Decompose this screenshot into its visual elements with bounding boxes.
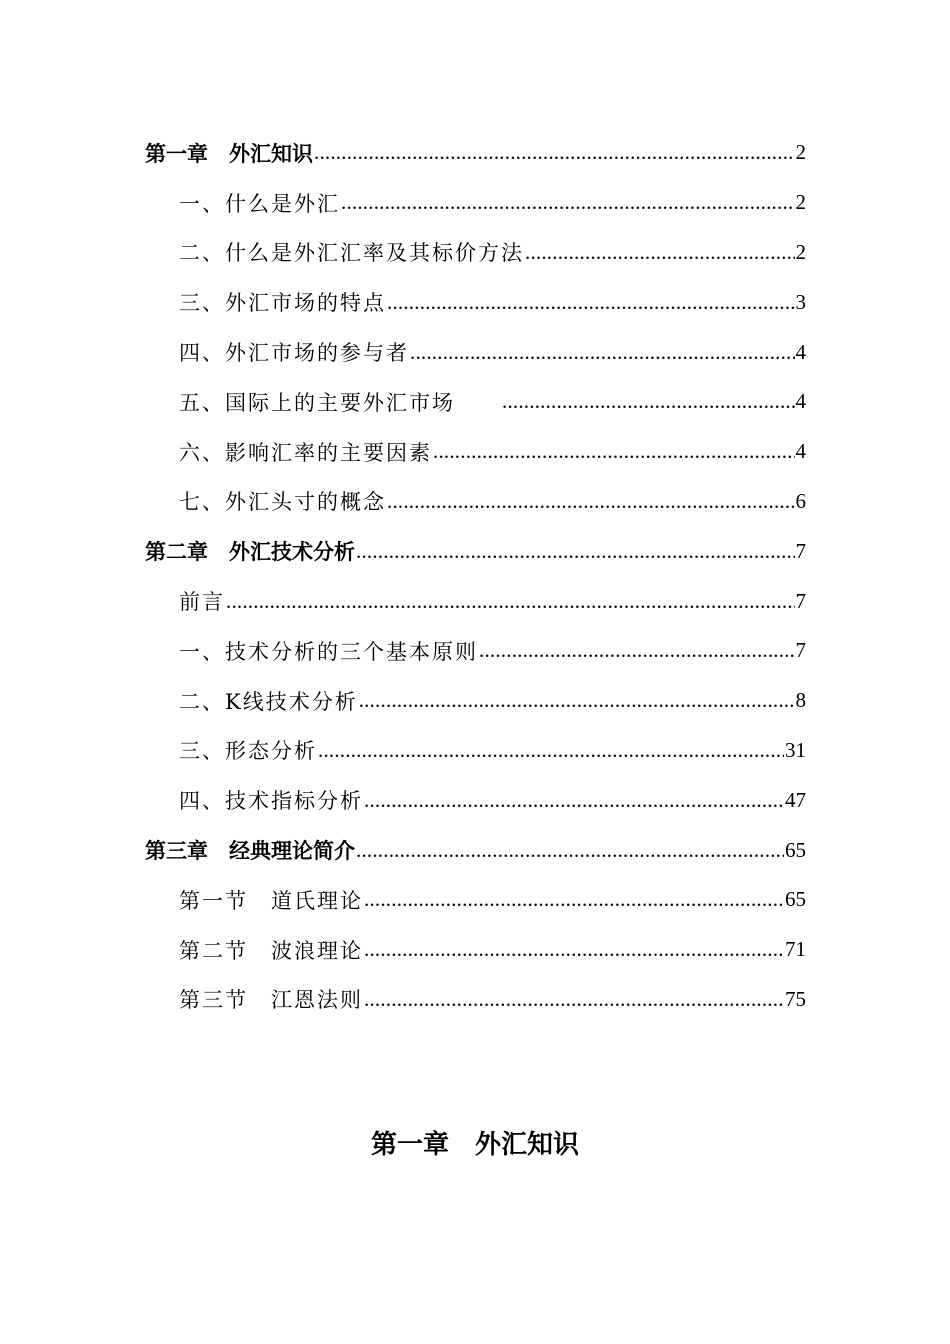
toc-entry-label: 前言 [179, 590, 225, 615]
toc-leader-dots [318, 738, 784, 763]
toc-entry[interactable] [145, 925, 806, 975]
toc-entry[interactable] [145, 477, 806, 527]
toc-entry-page: 4 [795, 339, 806, 364]
toc-entry-label: 第一节 道氏理论 [179, 888, 363, 913]
toc-entry-label: 第二章 外汇技术分析 [145, 539, 355, 565]
toc-leader-dots [525, 240, 795, 265]
toc-entry[interactable] [145, 975, 806, 1025]
toc-entry-label: 第三节 江恩法则 [179, 988, 363, 1013]
table-of-contents [145, 128, 806, 1024]
toc-entry[interactable] [145, 427, 806, 477]
toc-entry-label: 第三章 经典理论简介 [145, 838, 355, 864]
toc-entry-page: 6 [795, 488, 806, 513]
toc-leader-dots [433, 439, 795, 464]
toc-leader-dots [314, 140, 795, 165]
toc-entry-label: 二、K线技术分析 [179, 689, 358, 714]
toc-entry-label: 六、影响汇率的主要因素 [179, 440, 432, 465]
toc-entry-page: 7 [795, 638, 806, 663]
toc-leader-dots [502, 389, 795, 414]
toc-leader-dots [226, 589, 795, 614]
toc-entry[interactable] [145, 228, 806, 278]
toc-entry[interactable] [145, 775, 806, 825]
toc-entry-label: 一、什么是外汇 [179, 191, 340, 216]
toc-entry-page: 31 [785, 737, 806, 762]
toc-entry-label: 一、技术分析的三个基本原则 [179, 639, 478, 664]
toc-leader-dots [364, 887, 784, 912]
toc-entry[interactable] [145, 875, 806, 925]
toc-entry-label: 三、外汇市场的特点 [179, 291, 386, 316]
toc-entry-page: 75 [785, 986, 806, 1011]
toc-entry[interactable] [145, 626, 806, 676]
toc-entry-page: 8 [795, 688, 806, 713]
toc-leader-dots [364, 937, 784, 962]
toc-entry-page: 65 [785, 887, 806, 912]
toc-entry-label: 四、外汇市场的参与者 [179, 341, 409, 366]
toc-leader-dots [410, 340, 795, 365]
toc-leader-dots [364, 987, 784, 1012]
toc-entry[interactable] [145, 825, 806, 875]
toc-leader-dots [387, 290, 795, 315]
toc-entry-page: 7 [795, 588, 806, 613]
toc-entry-label: 七、外汇头寸的概念 [179, 490, 386, 515]
toc-entry-page: 4 [795, 439, 806, 464]
toc-leader-dots [359, 688, 795, 713]
toc-entry-label: 五、国际上的主要外汇市场 [179, 390, 455, 415]
toc-entry-page: 3 [795, 289, 806, 314]
toc-entry[interactable] [145, 526, 806, 576]
chapter-heading: 第一章 外汇知识 [370, 1130, 579, 1160]
toc-entry-page: 65 [785, 837, 806, 862]
toc-entry[interactable] [145, 576, 806, 626]
toc-entry[interactable] [145, 128, 806, 178]
toc-leader-dots [356, 838, 784, 863]
toc-entry-page: 2 [795, 239, 806, 264]
toc-entry[interactable] [145, 676, 806, 726]
toc-entry-label: 四、技术指标分析 [179, 789, 363, 814]
toc-entry-page: 2 [795, 190, 806, 215]
toc-entry-page: 47 [785, 787, 806, 812]
toc-entry-label: 三、形态分析 [179, 739, 317, 764]
toc-entry-page: 7 [795, 538, 806, 563]
toc-entry[interactable] [145, 178, 806, 228]
toc-leader-dots [387, 489, 795, 514]
toc-leader-dots [341, 190, 795, 215]
toc-entry-label: 二、什么是外汇汇率及其标价方法 [179, 241, 524, 266]
toc-leader-dots [356, 539, 795, 564]
toc-entry-page: 4 [795, 389, 806, 414]
toc-entry[interactable] [145, 377, 806, 427]
toc-leader-dots [364, 788, 784, 813]
toc-entry-page: 2 [795, 140, 806, 165]
toc-entry[interactable] [145, 327, 806, 377]
toc-entry[interactable] [145, 277, 806, 327]
toc-entry-label: 第一章 外汇知识 [145, 140, 313, 166]
toc-entry-label: 第二节 波浪理论 [179, 938, 363, 963]
toc-entry-page: 71 [785, 937, 806, 962]
toc-entry[interactable] [145, 726, 806, 776]
toc-leader-dots [479, 638, 795, 663]
